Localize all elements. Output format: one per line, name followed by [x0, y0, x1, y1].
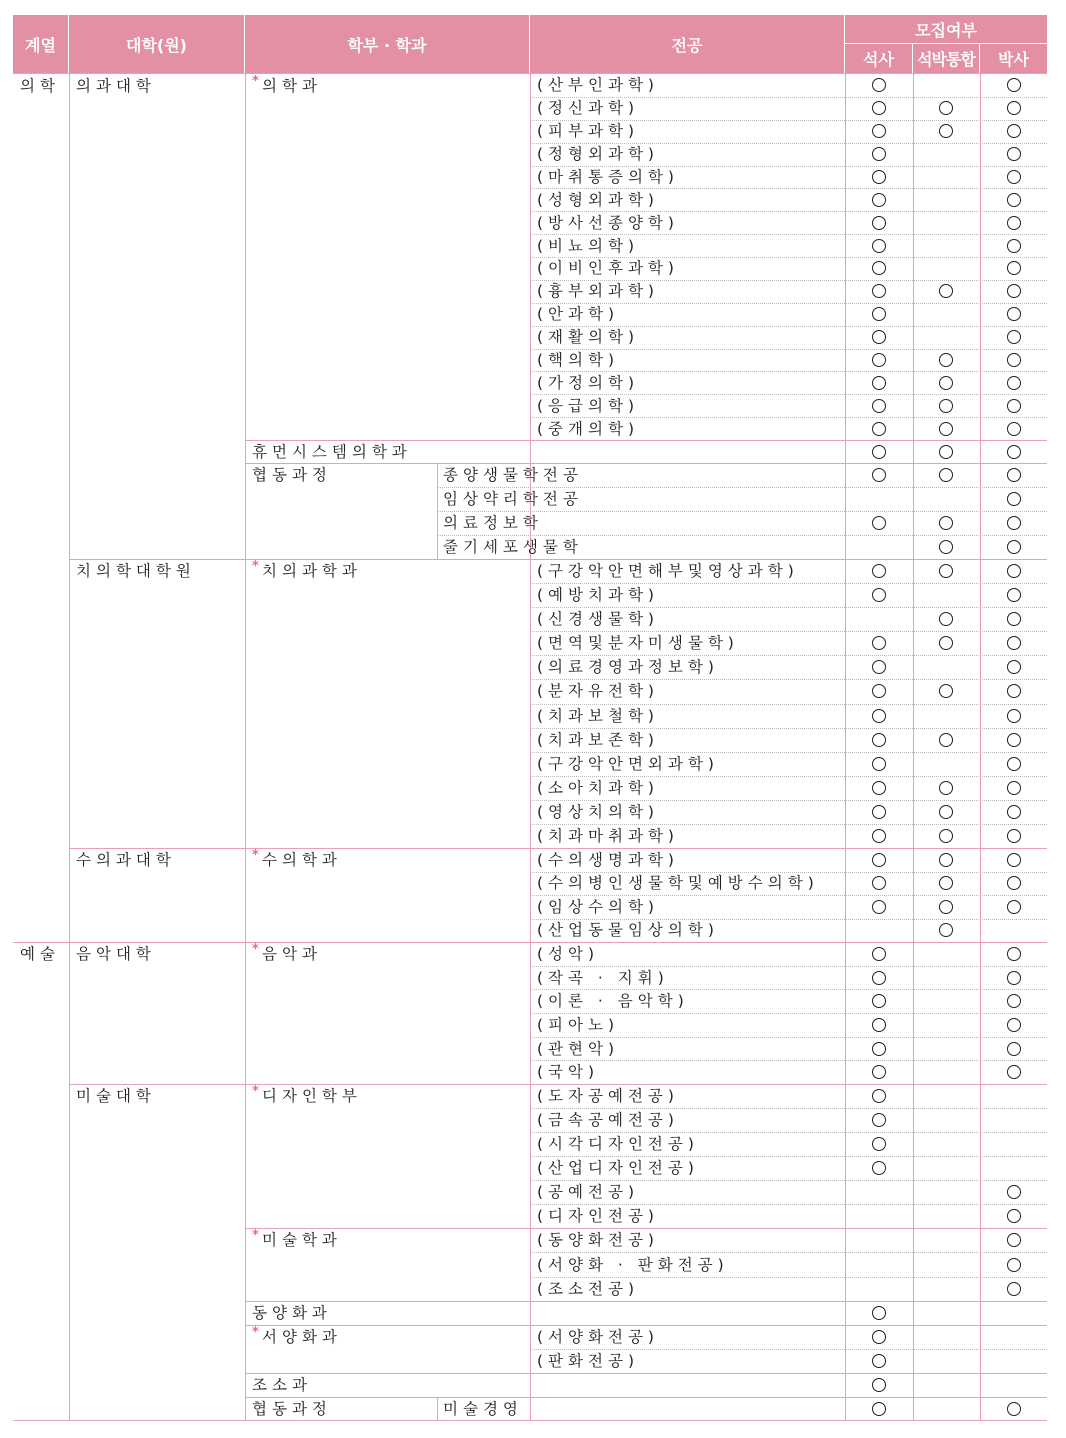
department-label: 치의과학과 [262, 562, 362, 580]
major-label: (동양화전공) [537, 1231, 659, 1250]
circle-icon [939, 376, 953, 390]
circle-icon [872, 330, 886, 344]
column-divider [980, 74, 981, 1420]
major-label: (재활의학) [537, 328, 639, 347]
major-label: (조소전공) [537, 1279, 639, 1298]
row-divider-dotted [437, 535, 1047, 536]
circle-icon [872, 422, 886, 436]
major-label: (치과보철학) [537, 706, 659, 725]
column-divider [530, 74, 531, 1420]
major-label: (금속공예전공) [537, 1111, 679, 1129]
circle-icon [872, 564, 886, 578]
row-divider-dotted [530, 280, 1047, 281]
department-label: 협동과정 [252, 466, 332, 484]
circle-icon [939, 399, 953, 413]
circle-icon [1007, 733, 1021, 747]
circle-icon [872, 1161, 886, 1175]
row-divider-dotted [530, 1037, 1047, 1038]
major-label: (소아치과학) [537, 778, 659, 797]
header-doctor: 박사 [980, 44, 1047, 73]
circle-icon [1007, 853, 1021, 867]
circle-icon [1007, 876, 1021, 890]
row-divider-dotted [530, 188, 1047, 189]
sub-course-label: 임상약리학전공 [443, 490, 583, 508]
row-divider-dotted [437, 511, 1047, 512]
circle-icon [872, 588, 886, 602]
sub-course-label: 종양생물학전공 [443, 466, 583, 484]
circle-icon [872, 284, 886, 298]
circle-icon [872, 193, 886, 207]
circle-icon [872, 1065, 886, 1079]
major-label: (공예전공) [537, 1183, 639, 1201]
circle-icon [872, 216, 886, 230]
major-label: (도자공예전공) [537, 1087, 679, 1105]
header-major: 전공 [530, 15, 844, 73]
required-star: * [252, 1228, 259, 1243]
circle-icon [939, 612, 953, 626]
circle-icon [872, 1330, 886, 1344]
circle-icon [872, 971, 886, 985]
circle-icon [1007, 540, 1021, 554]
major-label: (수의병인생물학및예방수의학) [537, 874, 819, 893]
circle-icon [1007, 1065, 1021, 1079]
circle-icon [872, 399, 886, 413]
major-label: (응급의학) [537, 396, 639, 415]
row-divider-dotted [530, 394, 1047, 395]
circle-icon [872, 468, 886, 482]
sub-column-divider [437, 1397, 438, 1420]
sub-course-label: 미술경영 [443, 1399, 523, 1418]
row-divider-dotted [530, 607, 1047, 608]
circle-icon [1007, 124, 1021, 138]
circle-icon [939, 468, 953, 482]
row-divider [245, 440, 1047, 441]
college-label: 미술대학 [76, 1087, 156, 1105]
circle-icon [872, 947, 886, 961]
circle-icon [872, 876, 886, 890]
circle-icon [872, 829, 886, 843]
row-divider-dotted [530, 303, 1047, 304]
major-label: (서양화 · 판화전공) [537, 1255, 729, 1274]
row-divider [245, 1325, 1047, 1326]
row-divider-dotted [530, 679, 1047, 680]
department-label: 조소과 [252, 1376, 312, 1394]
major-label: (관현악) [537, 1039, 620, 1058]
major-label: (핵의학) [537, 350, 620, 369]
major-label: (판화전공) [537, 1352, 639, 1370]
row-divider-dotted [530, 800, 1047, 801]
circle-icon [872, 733, 886, 747]
circle-icon [1007, 994, 1021, 1008]
department-label: 의학과 [262, 77, 322, 95]
group-label: 의학 [20, 77, 60, 95]
circle-icon [1007, 216, 1021, 230]
major-label: (면역및분자미생물학) [537, 634, 739, 653]
row-divider-dotted [530, 417, 1047, 418]
circle-icon [939, 805, 953, 819]
row-divider-dotted [437, 487, 1047, 488]
circle-icon [1007, 399, 1021, 413]
circle-icon [872, 147, 886, 161]
row-divider [245, 1397, 1047, 1398]
row-divider-dotted [530, 1060, 1047, 1061]
row-divider-dotted [530, 752, 1047, 753]
header-college: 대학(원) [69, 15, 244, 73]
major-label: (흉부외과학) [537, 282, 659, 301]
row-divider-dotted [530, 655, 1047, 656]
header-master: 석사 [845, 44, 912, 73]
row-divider-dotted [530, 1013, 1047, 1014]
major-label: (치과마취과학) [537, 826, 679, 845]
circle-icon [872, 170, 886, 184]
circle-icon [872, 994, 886, 1008]
major-label: (치과보존학) [537, 730, 659, 749]
circle-icon [872, 709, 886, 723]
required-star: * [252, 1084, 259, 1099]
circle-icon [1007, 193, 1021, 207]
department-label: 서양화과 [262, 1328, 342, 1346]
college-label: 치의학대학원 [76, 562, 196, 580]
major-label: (비뇨의학) [537, 236, 639, 255]
circle-icon [872, 636, 886, 650]
row-divider-dotted [530, 349, 1047, 350]
major-label: (신경생물학) [537, 610, 659, 629]
row-divider-dotted [530, 1204, 1047, 1205]
department-label: 동양화과 [252, 1304, 332, 1322]
circle-icon [1007, 564, 1021, 578]
major-label: (산부인과학) [537, 76, 659, 95]
row-divider-dotted [530, 1277, 1047, 1278]
row-divider-dotted [530, 143, 1047, 144]
circle-icon [1007, 900, 1021, 914]
circle-icon [1007, 78, 1021, 92]
circle-icon [939, 540, 953, 554]
college-label: 수의과대학 [76, 851, 176, 869]
major-label: (성악) [537, 944, 600, 963]
department-label: 수의학과 [262, 851, 342, 869]
row-divider-dotted [530, 120, 1047, 121]
major-label: (분자유전학) [537, 682, 659, 701]
circle-icon [872, 516, 886, 530]
circle-icon [939, 733, 953, 747]
circle-icon [939, 284, 953, 298]
circle-icon [872, 1402, 886, 1416]
row-divider-dotted [530, 1252, 1047, 1253]
row-divider-dotted [530, 824, 1047, 825]
department-label: 미술학과 [262, 1231, 342, 1249]
column-divider [913, 74, 914, 1420]
major-label: (의료경영과정보학) [537, 658, 719, 677]
sub-course-label: 의료정보학 [443, 514, 543, 532]
header-integrated: 석박통합 [913, 44, 979, 73]
major-label: (산업디자인전공) [537, 1159, 699, 1177]
major-label: (이론 · 음악학) [537, 992, 689, 1011]
circle-icon [872, 445, 886, 459]
circle-icon [939, 445, 953, 459]
row-divider [245, 1301, 1047, 1302]
department-label: 휴먼시스템의학과 [252, 443, 412, 461]
circle-icon [1007, 1282, 1021, 1296]
circle-icon [1007, 170, 1021, 184]
circle-icon [872, 684, 886, 698]
circle-icon [1007, 1018, 1021, 1032]
major-label: (성형외과학) [537, 190, 659, 209]
circle-icon [872, 781, 886, 795]
circle-icon [1007, 307, 1021, 321]
column-divider [245, 74, 246, 1420]
major-label: (예방치과학) [537, 586, 659, 605]
row-divider-dotted [530, 1156, 1047, 1157]
circle-icon [939, 353, 953, 367]
circle-icon [939, 684, 953, 698]
circle-icon [872, 1137, 886, 1151]
department-label: 협동과정 [252, 1400, 332, 1418]
circle-icon [872, 376, 886, 390]
circle-icon [939, 101, 953, 115]
circle-icon [1007, 805, 1021, 819]
circle-icon [1007, 829, 1021, 843]
circle-icon [1007, 684, 1021, 698]
circle-icon [939, 829, 953, 843]
required-star: * [252, 1325, 259, 1340]
circle-icon [1007, 376, 1021, 390]
row-divider [69, 848, 1047, 849]
circle-icon [1007, 468, 1021, 482]
circle-icon [1007, 660, 1021, 674]
circle-icon [1007, 101, 1021, 115]
column-divider [69, 74, 70, 1420]
circle-icon [1007, 588, 1021, 602]
row-divider-dotted [530, 989, 1047, 990]
header-divider [845, 43, 1047, 44]
circle-icon [939, 781, 953, 795]
circle-icon [1007, 492, 1021, 506]
circle-icon [872, 805, 886, 819]
major-label: (시각디자인전공) [537, 1135, 699, 1153]
row-divider-dotted [530, 1108, 1047, 1109]
major-label: (마취통증의학) [537, 167, 679, 186]
department-label: 디자인학부 [262, 1087, 362, 1105]
circle-icon [872, 1354, 886, 1368]
circle-icon [872, 101, 886, 115]
circle-icon [1007, 147, 1021, 161]
circle-icon [872, 353, 886, 367]
row-divider [245, 463, 1047, 464]
circle-icon [1007, 1402, 1021, 1416]
circle-icon [872, 900, 886, 914]
circle-icon [872, 1306, 886, 1320]
circle-icon [872, 1042, 886, 1056]
circle-icon [872, 1089, 886, 1103]
circle-icon [939, 422, 953, 436]
major-label: (구강악안면외과학) [537, 754, 719, 773]
circle-icon [1007, 1185, 1021, 1199]
circle-icon [1007, 971, 1021, 985]
major-label: (디자인전공) [537, 1207, 659, 1225]
row-divider-dotted [530, 166, 1047, 167]
row-divider-dotted [530, 234, 1047, 235]
sub-column-divider [437, 463, 438, 559]
circle-icon [1007, 284, 1021, 298]
circle-icon [872, 853, 886, 867]
circle-icon [1007, 1042, 1021, 1056]
row-divider-dotted [530, 704, 1047, 705]
row-divider-dotted [530, 728, 1047, 729]
row-divider-dotted [530, 872, 1047, 873]
circle-icon [939, 636, 953, 650]
major-label: (방사선종양학) [537, 213, 679, 232]
circle-icon [1007, 757, 1021, 771]
major-label: (산업동물임상의학) [537, 921, 719, 940]
row-divider-dotted [530, 1180, 1047, 1181]
circle-icon [939, 124, 953, 138]
major-label: (구강악안면해부및영상과학) [537, 562, 799, 581]
circle-icon [872, 124, 886, 138]
major-label: (임상수의학) [537, 897, 659, 916]
circle-icon [872, 660, 886, 674]
header-recruit: 모집여부 [845, 15, 1047, 43]
row-divider-dotted [530, 776, 1047, 777]
circle-icon [872, 1113, 886, 1127]
college-label: 음악대학 [76, 945, 156, 963]
circle-icon [939, 853, 953, 867]
circle-icon [1007, 636, 1021, 650]
row-divider-dotted [530, 257, 1047, 258]
circle-icon [1007, 1258, 1021, 1272]
major-label: (이비인후과학) [537, 259, 679, 278]
row-divider-dotted [530, 583, 1047, 584]
circle-icon [872, 261, 886, 275]
circle-icon [1007, 261, 1021, 275]
required-star: * [252, 74, 259, 89]
major-label: (피아노) [537, 1015, 620, 1034]
row-divider [245, 1373, 1047, 1374]
group-label: 예술 [20, 945, 60, 963]
major-label: (영상치의학) [537, 802, 659, 821]
circle-icon [1007, 330, 1021, 344]
circle-icon [939, 876, 953, 890]
major-label: (작곡 · 지휘) [537, 968, 669, 987]
college-label: 의과대학 [76, 77, 156, 95]
required-star: * [252, 942, 259, 957]
circle-icon [939, 900, 953, 914]
circle-icon [939, 516, 953, 530]
circle-icon [1007, 781, 1021, 795]
major-label: (국악) [537, 1063, 600, 1082]
circle-icon [1007, 239, 1021, 253]
circle-icon [872, 1378, 886, 1392]
circle-icon [939, 923, 953, 937]
circle-icon [1007, 709, 1021, 723]
circle-icon [1007, 612, 1021, 626]
circle-icon [872, 1018, 886, 1032]
row-divider-dotted [530, 631, 1047, 632]
row-divider-dotted [530, 326, 1047, 327]
header-department: 학부 · 학과 [245, 15, 529, 73]
sub-course-label: 줄기세포생물학 [443, 538, 583, 556]
department-label: 음악과 [262, 945, 322, 963]
circle-icon [1007, 353, 1021, 367]
row-divider-dotted [530, 895, 1047, 896]
major-label: (정형외과학) [537, 145, 659, 164]
header-group: 계열 [13, 15, 68, 73]
circle-icon [872, 307, 886, 321]
circle-icon [872, 78, 886, 92]
row-divider-dotted [530, 211, 1047, 212]
major-label: (정신과학) [537, 99, 639, 118]
major-label: (안과학) [537, 305, 620, 324]
row-divider [69, 1084, 1047, 1085]
row-divider-dotted [530, 371, 1047, 372]
row-divider-dotted [530, 1349, 1047, 1350]
circle-icon [1007, 947, 1021, 961]
circle-icon [1007, 516, 1021, 530]
major-label: (가정의학) [537, 373, 639, 392]
row-divider [245, 1228, 1047, 1229]
major-label: (수의생명과학) [537, 850, 679, 869]
circle-icon [872, 239, 886, 253]
circle-icon [939, 564, 953, 578]
circle-icon [1007, 422, 1021, 436]
circle-icon [1007, 1233, 1021, 1247]
table-bottom-rule [13, 1420, 1047, 1421]
circle-icon [1007, 1209, 1021, 1223]
row-divider [69, 559, 1047, 560]
row-divider-dotted [530, 966, 1047, 967]
row-divider-dotted [530, 919, 1047, 920]
major-label: (중개의학) [537, 419, 639, 438]
major-label: (피부과학) [537, 122, 639, 141]
required-star: * [252, 848, 259, 863]
circle-icon [1007, 445, 1021, 459]
row-divider-dotted [530, 1132, 1047, 1133]
required-star: * [252, 559, 259, 574]
circle-icon [872, 757, 886, 771]
row-divider-dotted [530, 97, 1047, 98]
column-divider [845, 74, 846, 1420]
major-label: (서양화전공) [537, 1328, 659, 1346]
